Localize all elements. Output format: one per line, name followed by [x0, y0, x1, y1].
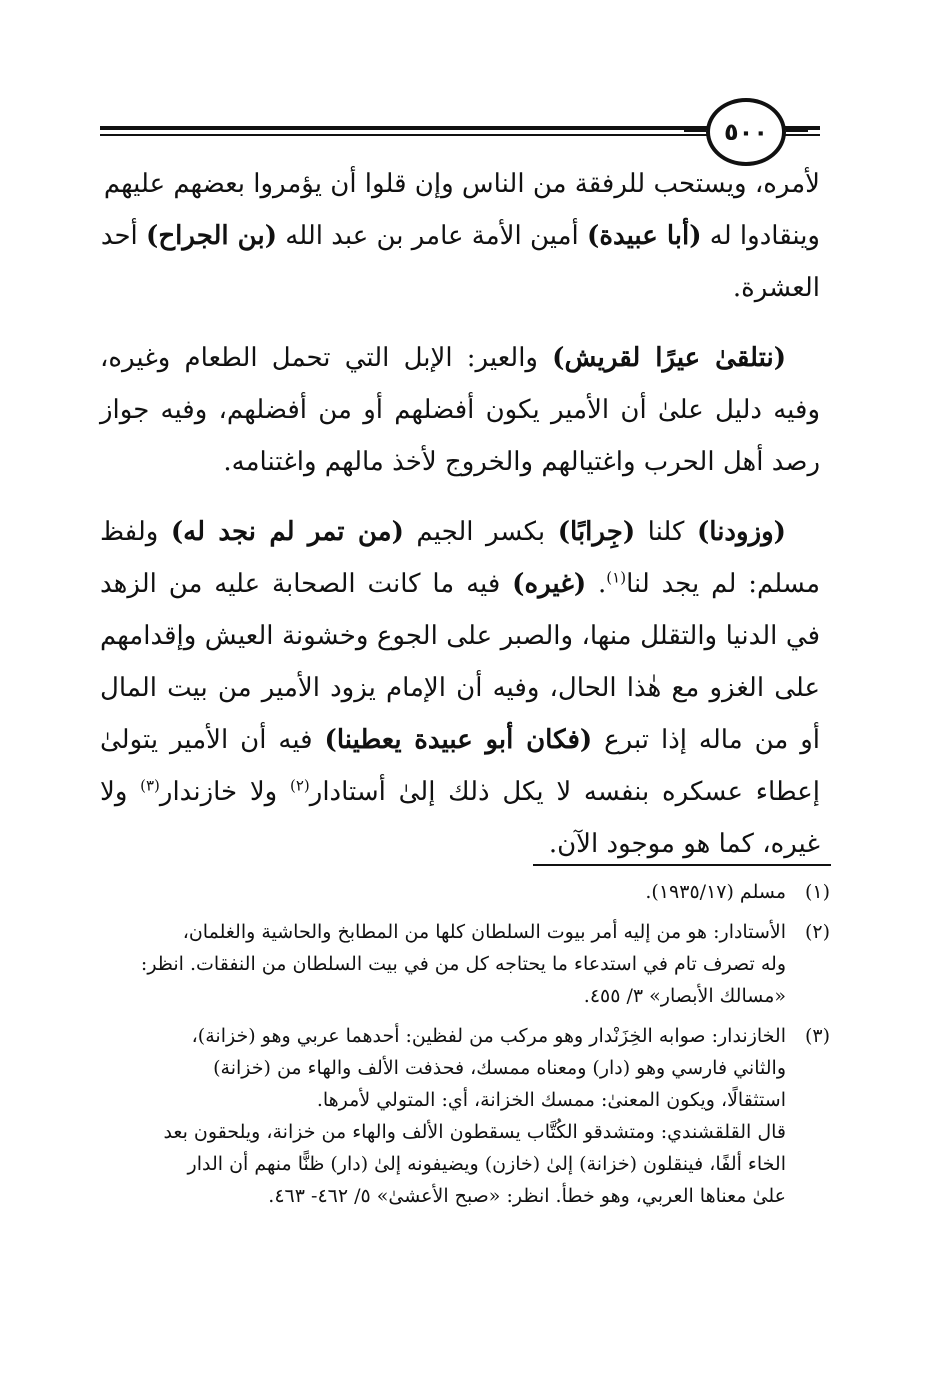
footnote-line: مسلم (١٩٣٥/١٧).	[645, 881, 786, 903]
footnote-ref-1[interactable]: (١)	[606, 568, 627, 587]
footnote-line: والثاني فارسي وهو (دار) ومعناه ممسك، فحذفت الألف والهاء من (خزانة)	[213, 1057, 786, 1079]
p1-line-2-end: أحد	[100, 221, 147, 251]
footnote-line: الأستادار: هو من إليه أمر بيوت السلطان كلها من المطابخ والحاشية والغلمان،	[182, 921, 786, 943]
footnote-number: (٣)	[804, 1025, 830, 1047]
footnote-2	[100, 916, 830, 1012]
p1-bold-ibn-aljarrah: (بن الجراح)	[146, 221, 278, 251]
paragraph-2	[100, 332, 820, 488]
p3-text-2: بكسر الجيم	[403, 517, 558, 547]
p1-bold-abu-ubayda: (أبا عبيدة)	[587, 221, 702, 251]
footnote-line: استثقالًا، ويكون المعنىٰ: ممسك الخزانة، أي: المتولي لأمرها.	[316, 1089, 786, 1111]
footnote-body	[100, 1020, 786, 1212]
footnote-separator	[533, 864, 831, 866]
p3-text-6: فيه أن الأمير يتولىٰ إعطاء عسكره بنفسه لا يكل ذلك إلىٰ أستادار	[100, 725, 820, 807]
p3-bold-1: (وزودنا)	[696, 517, 786, 547]
footnote-line: علىٰ معناها العربي، وهو خطأ. انظر: «صبح الأعشىٰ» ٥/ ٤٦٢- ٤٦٣.	[268, 1185, 786, 1207]
p2-bold-quote: (نتلقىٰ عيرًا لقريش)	[552, 343, 786, 373]
p3-text-7: ولا خازندار	[159, 777, 290, 807]
footnotes	[100, 876, 830, 1220]
p1-line-3: العشرة.	[732, 273, 820, 303]
p3-text-1: كلنا	[635, 517, 697, 547]
footnote-1	[100, 876, 830, 908]
paragraph-3	[100, 506, 820, 870]
p3-text-5: فيه ما كانت الصحابة عليه من الزهد في الدنيا والتقلل منها، والصبر على الجوع وخشونة العيش وإقدامهم على الغزو مع هٰذا الحال، وفيه أن الإمام يزود الأمير من بيت المال أو من ماله إذا تبرع	[100, 569, 820, 755]
footnote-body	[100, 876, 786, 908]
footnote-line: الخاء ألفًا، فينقلون (خزانة) إلىٰ (خازن) ويضيفونه إلىٰ (دار) ظنًّا منهم أن الدار	[187, 1153, 786, 1175]
footnote-line: «مسالك الأبصار» ٣/ ٤٥٥.	[583, 985, 786, 1007]
footnote-line: قال القلقشندي: ومتشدقو الكُتَّاب يسقطون الألف والهاء من خزانة، ويلحقون بعد	[163, 1121, 786, 1143]
p1-line-2-start: وينقادوا له	[701, 221, 820, 251]
p3-bold-3: (من تمر لم نجد له)	[170, 517, 404, 547]
p2-text: والعير: الإبل التي تحمل الطعام وغيره، وفيه دليل علىٰ أن الأمير يكون أفضلهم أو من أفضلهم، وفيه جواز رصد أهل الحرب واغتيالهم والخروج لأخذ مالهم واغتنامه.	[100, 343, 820, 477]
p1-line-2-mid: أمين الأمة عامر بن عبد الله	[277, 221, 588, 251]
footnote-number: (١)	[804, 881, 830, 903]
p3-text-4: .	[586, 569, 607, 599]
p3-bold-4: (غيره)	[512, 569, 587, 599]
p3-bold-5: (فكان أبو عبيدة يعطينا)	[324, 725, 593, 755]
main-text	[100, 158, 820, 888]
p3-text-8: ولا غيره، كما هو موجود الآن.	[100, 777, 820, 859]
footnote-line: الخازندار: صوابه الخِزَنْدار وهو مركب من لفظين: أحدهما عربي وهو (خزانة)،	[191, 1025, 786, 1047]
p3-text-3: ولفظ مسلم: لم يجد لنا	[100, 517, 821, 599]
footnote-line: وله تصرف تام في استدعاء ما يحتاجه كل من في بيت السلطان من النفقات. انظر:	[140, 953, 786, 975]
footnote-ref-2[interactable]: (٢)	[289, 776, 310, 795]
page-number-badge	[706, 98, 786, 166]
paragraph-1	[100, 158, 820, 314]
p3-bold-2: (جِرابًا)	[557, 517, 636, 547]
footnote-ref-3[interactable]: (٣)	[140, 776, 160, 795]
footnote-body	[100, 916, 786, 1012]
p1-line-1: لأمره، ويستحب للرفقة من الناس وإن قلوا أن يؤمروا بعضهم عليهم	[103, 169, 820, 199]
footnote-number: (٢)	[804, 921, 830, 943]
footnote-3	[100, 1020, 830, 1212]
page-number: ٥٠٠	[724, 118, 768, 146]
